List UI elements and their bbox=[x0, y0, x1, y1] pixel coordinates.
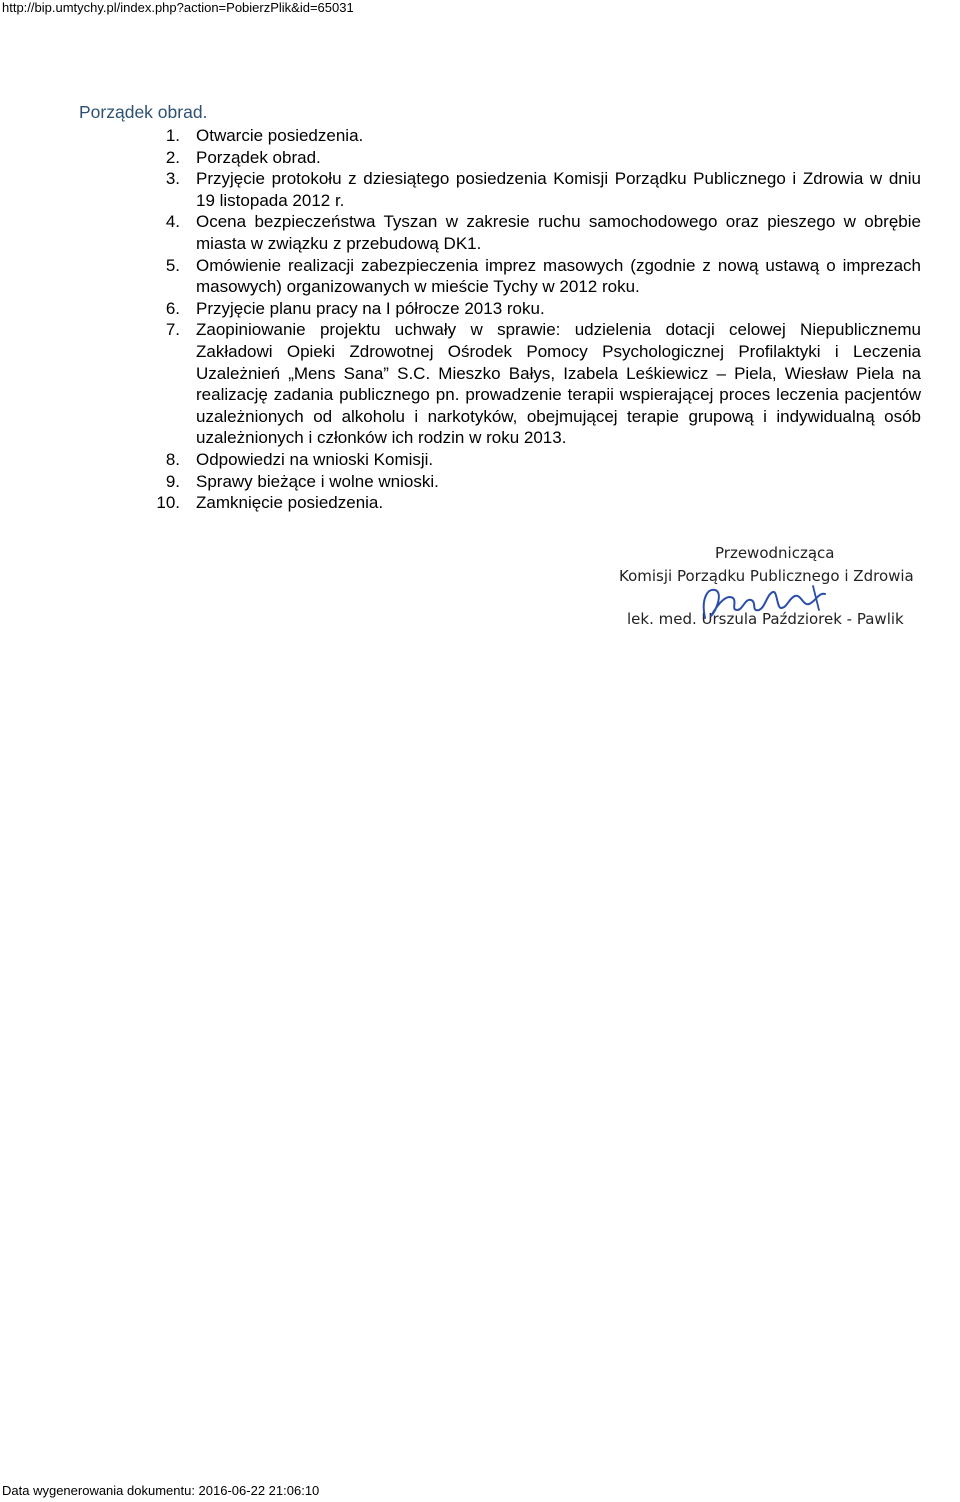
agenda-item-number: 8. bbox=[165, 449, 180, 469]
signature-name: lek. med. Urszula Paździorek - Pawlik bbox=[627, 610, 904, 628]
agenda-item bbox=[79, 255, 921, 298]
agenda-item bbox=[79, 298, 921, 320]
agenda-item-number: 3. bbox=[165, 169, 180, 189]
agenda-item-number: 1. bbox=[165, 126, 180, 145]
agenda-item bbox=[79, 449, 921, 471]
agenda-item-text: Porządek obrad. bbox=[196, 147, 321, 167]
agenda-item-text: Otwarcie posiedzenia. bbox=[196, 126, 364, 145]
agenda-item bbox=[79, 319, 921, 449]
agenda-item-text: Sprawy bieżące i wolne wnioski. bbox=[196, 471, 439, 491]
agenda-item-text: Przyjęcie protokołu z dziesiątego posiedzenia Komisji Porządku Publicznego i Zdrowia w dniu 19 listopada 2012 r. bbox=[196, 169, 921, 210]
agenda-item bbox=[79, 211, 921, 254]
source-url: http://bip.umtychy.pl/index.php?action=PobierzPlik&id=65031 bbox=[2, 0, 354, 15]
agenda-item-number: 6. bbox=[165, 298, 180, 318]
signature-stamp bbox=[615, 540, 955, 640]
agenda-item-text: Zaopiniowanie projektu uchwały w sprawie: udzielenia dotacji celowej Niepublicznemu Zakładowi Opieki Zdrowotnej Ośrodek Pomocy Psychologicznej Profilaktyki i Leczenia Uzależnień „Mens Sana” S.C. Mieszko Bałys, Izabela Leśkiewicz – Piela, Wiesław Piela na realizację zadania publicznego pn. prowadzenie terapii wspierającej proces leczenia pacjentów uzależnionych od alkoholu i narkotyków, obejmującej terapie grupową i indywidualną osób uzależnionych i członków ich rodzin w roku 2013. bbox=[196, 320, 921, 448]
handwritten-signature bbox=[693, 580, 843, 630]
agenda-item bbox=[79, 492, 921, 514]
agenda-item-number: 2. bbox=[165, 147, 180, 167]
agenda-item bbox=[79, 471, 921, 493]
agenda-item bbox=[79, 147, 921, 169]
agenda-item-number: 10. bbox=[156, 493, 180, 513]
agenda-item bbox=[79, 168, 921, 211]
signature-committee: Komisji Porządku Publicznego i Zdrowia bbox=[619, 567, 914, 585]
agenda-item-text: Zamknięcie posiedzenia. bbox=[196, 493, 384, 513]
agenda-item-number: 7. bbox=[165, 320, 180, 340]
agenda-item-text: Omówienie realizacji zabezpieczenia imprez masowych (zgodnie z nową ustawą o imprezach masowych) organizowanych w mieście Tychy w 2012 roku. bbox=[196, 255, 921, 297]
generation-date: Data wygenerowania dokumentu: 2016-06-22 21:06:10 bbox=[2, 1483, 320, 1498]
page-title: Porządek obrad. bbox=[79, 102, 208, 122]
agenda-item-number: 9. bbox=[165, 471, 180, 491]
signature-role: Przewodnicząca bbox=[715, 544, 835, 562]
agenda-item-text: Odpowiedzi na wnioski Komisji. bbox=[196, 449, 434, 469]
agenda-item-number: 5. bbox=[165, 255, 180, 275]
agenda-item bbox=[79, 125, 921, 147]
agenda-item-number: 4. bbox=[165, 212, 180, 232]
agenda-item-text: Ocena bezpieczeństwa Tyszan w zakresie ruchu samochodowego oraz pieszego w obrębie miasta w związku z przebudową DK1. bbox=[196, 212, 921, 253]
agenda-item-text: Przyjęcie planu pracy na I półrocze 2013 roku. bbox=[196, 298, 545, 318]
agenda-list bbox=[79, 125, 921, 514]
